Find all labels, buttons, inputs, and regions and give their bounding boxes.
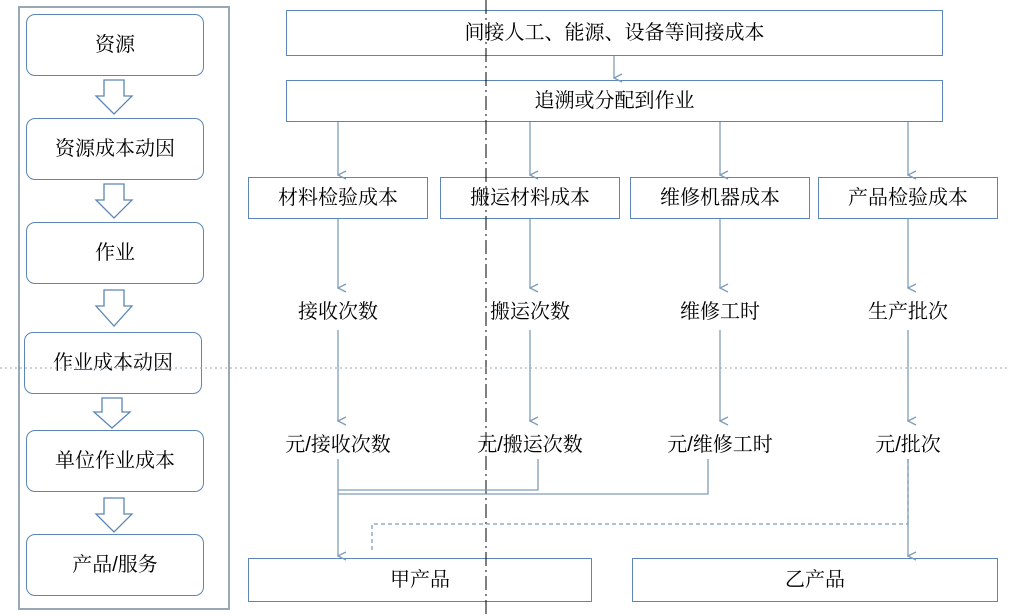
product-box-2 <box>632 558 998 602</box>
left-node-product-service <box>26 534 204 596</box>
right-subheader-label: 追溯或分配到作业 <box>534 90 695 112</box>
activity-box-2-label: 搬运材料成本 <box>470 187 590 209</box>
rate-label-1: 元/接收次数 <box>285 433 391 456</box>
left-node-activity-cost-driver-label: 作业成本动因 <box>53 352 173 374</box>
product-box-2-label: 乙产品 <box>785 569 845 591</box>
bus-subheader-to-activities <box>338 122 908 175</box>
driver-label-1: 接收次数 <box>298 300 378 323</box>
arrows-activity-to-driver <box>338 219 908 288</box>
right-subheader-box <box>286 80 943 122</box>
right-header-label: 间接人工、能源、设备等间接成本 <box>464 22 765 44</box>
activity-box-3-label: 维修机器成本 <box>660 187 780 209</box>
activity-box-3 <box>630 177 810 219</box>
driver-label-4: 生产批次 <box>868 300 948 323</box>
activity-box-1 <box>248 177 428 219</box>
left-node-activity <box>26 222 204 284</box>
left-panel-frame <box>18 6 230 610</box>
left-node-resource-cost-driver-label: 资源成本动因 <box>55 138 175 160</box>
product-box-1-label: 甲产品 <box>390 569 450 591</box>
activity-box-4-label: 产品检验成本 <box>848 187 968 209</box>
activity-box-4 <box>818 177 998 219</box>
routing-rates-to-products <box>338 459 908 556</box>
left-node-product-service-label: 产品/服务 <box>72 554 158 576</box>
left-node-activity-cost-driver <box>24 332 202 394</box>
left-node-activity-label: 作业 <box>95 242 135 264</box>
product-box-1 <box>248 558 592 602</box>
left-node-resource <box>26 14 204 76</box>
left-node-resource-label: 资源 <box>95 34 135 56</box>
rate-label-2: 元/搬运次数 <box>477 433 583 456</box>
rate-label-3: 元/维修工时 <box>667 433 773 456</box>
left-node-unit-activity-cost-label: 单位作业成本 <box>55 450 175 472</box>
activity-box-1-label: 材料检验成本 <box>278 187 398 209</box>
rate-label-4: 元/批次 <box>875 433 941 456</box>
driver-label-3: 维修工时 <box>680 300 760 323</box>
right-header-box <box>286 10 943 56</box>
left-node-unit-activity-cost <box>26 430 204 492</box>
driver-label-2: 搬运次数 <box>490 300 570 323</box>
activity-box-2 <box>440 177 620 219</box>
arrows-driver-to-rate <box>338 330 908 421</box>
left-node-resource-cost-driver <box>26 118 204 180</box>
